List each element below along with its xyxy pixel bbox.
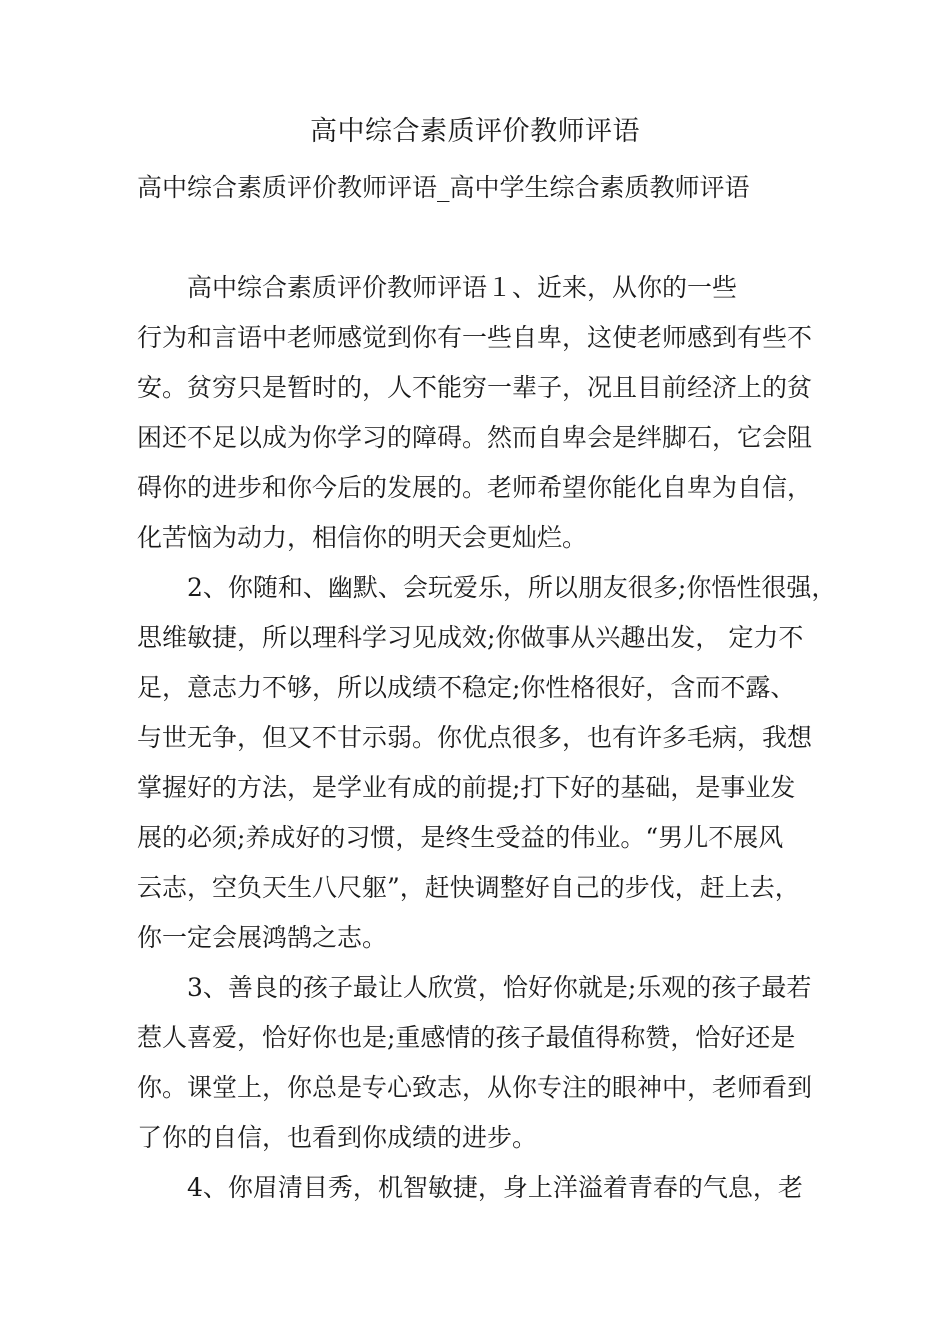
body-line: 与世无争，但又不甘示弱。你优点很多，也有许多毛病，我想 <box>137 723 813 752</box>
body-line: 你。课堂上，你总是专心致志，从你专注的眼神中，老师看到 <box>137 1073 813 1102</box>
body-line: 困还不足以成为你学习的障碍。然而自卑会是绊脚石，它会阻 <box>137 423 813 452</box>
body-line: 足，意志力不够，所以成绩不稳定;你性格很好，含而不露、 <box>137 673 796 702</box>
body-line: 化苦恼为动力，相信你的明天会更灿烂。 <box>137 523 588 552</box>
body-line: 2、你随和、幽默、会玩爱乐，所以朋友很多;你悟性很强， <box>187 573 837 602</box>
body-line: 惹人喜爱，恰好你也是;重感情的孩子最值得称赞，恰好还是 <box>137 1023 796 1052</box>
body-line: 4、你眉清目秀，机智敏捷，身上洋溢着青春的气息，老 <box>187 1173 803 1202</box>
body-line: 云志，空负天生八尺躯”，赶快调整好自己的步伐，赶上去， <box>137 873 800 902</box>
document-body <box>137 268 837 1218</box>
body-line: 安。贫穷只是暂时的，人不能穷一辈子，况且目前经济上的贫 <box>137 373 813 402</box>
body-line: 掌握好的方法，是学业有成的前提;打下好的基础，是事业发 <box>137 773 796 802</box>
document-title: 高中综合素质评价教师评语 <box>310 116 640 147</box>
body-line: 思维敏捷，所以理科学习见成效;你做事从兴趣出发， 定力不 <box>137 623 804 652</box>
body-line: 展的必须;养成好的习惯，是终生受益的伟业。“男儿不展风 <box>137 823 784 852</box>
body-line: 了你的自信，也看到你成绩的进步。 <box>137 1123 538 1152</box>
body-line: 3、善良的孩子最让人欣赏，恰好你就是;乐观的孩子最若 <box>187 973 812 1002</box>
body-line: 你一定会展鸿鹄之志。 <box>137 923 388 952</box>
body-line: 碍你的进步和你今后的发展的。老师希望你能化自卑为自信， <box>137 473 813 502</box>
body-line: 高中综合素质评价教师评语１、近来，从你的一些 <box>187 273 738 302</box>
document-subtitle: 高中综合素质评价教师评语_高中学生综合素质教师评语 <box>137 173 750 202</box>
body-line: 行为和言语中老师感觉到你有一些自卑，这使老师感到有些不 <box>137 323 813 352</box>
